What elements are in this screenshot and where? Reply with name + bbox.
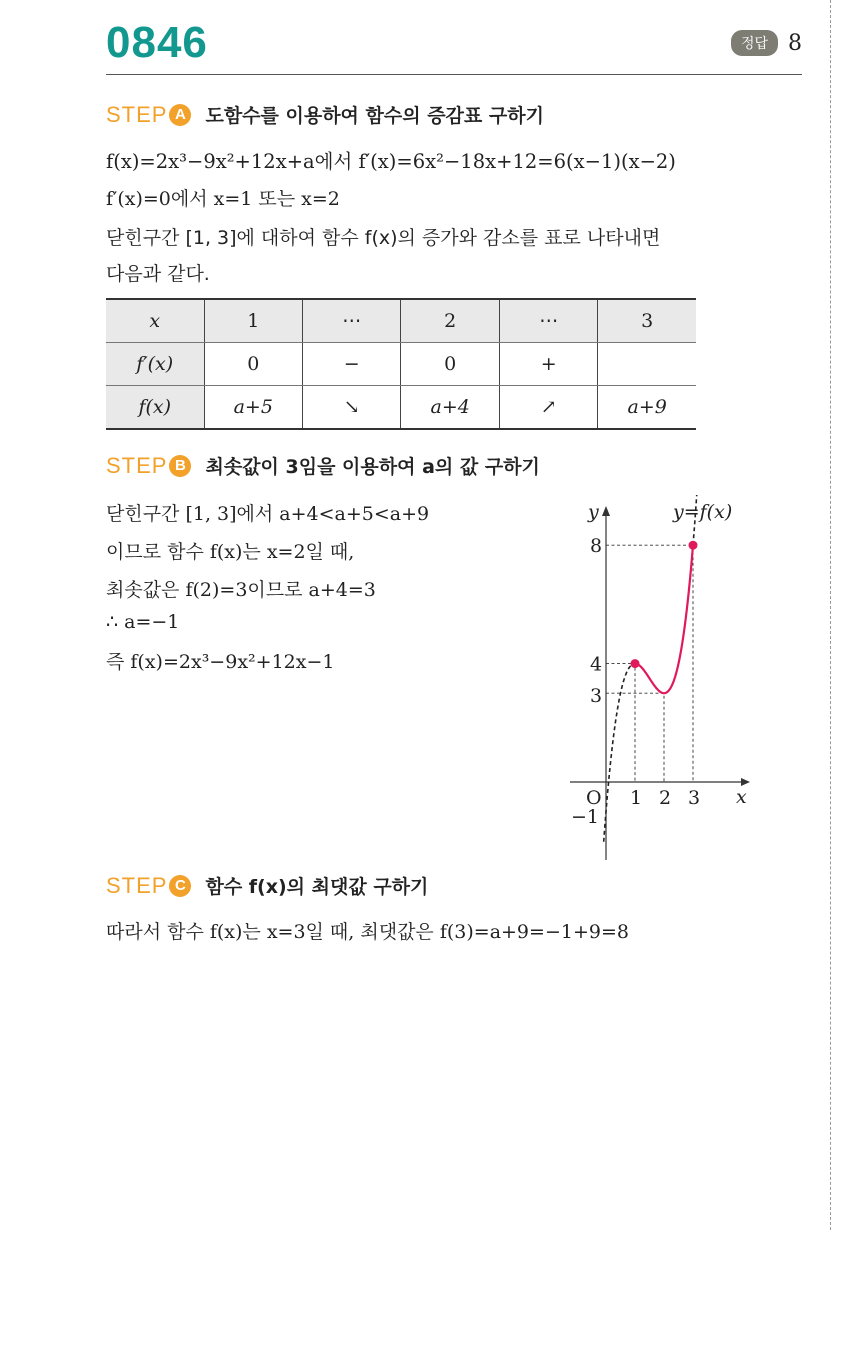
table-cell: x <box>106 299 204 343</box>
x-tick-label: 3 <box>688 787 701 809</box>
x-tick-label: 1 <box>630 787 643 809</box>
step-a-line-3: 닫힌구간 [1, 3]에 대하여 함수 f(x)의 증가와 감소를 표로 나타내면 <box>106 227 661 249</box>
table-cell: − <box>303 343 401 386</box>
step-a-line-2: f′(x)=0에서 x=1 또는 x=2 <box>106 188 340 210</box>
step-c-heading: 함수 f(x)의 최댓값 구하기 <box>205 876 429 898</box>
y-tick-label: −1 <box>571 806 600 828</box>
step-a-letter: A <box>169 104 191 126</box>
table-cell: a+5 <box>204 386 303 430</box>
x-axis-arrow <box>741 778 750 786</box>
table-cell: a+9 <box>598 386 696 430</box>
increase-decrease-table <box>106 298 696 430</box>
step-b-letter: B <box>169 455 191 477</box>
table-cell: ↗ <box>500 386 598 430</box>
step-c-letter: C <box>169 875 191 897</box>
y-tick-label: 8 <box>590 535 603 558</box>
table-cell: ⋯ <box>500 299 598 343</box>
endpoint-marker-2 <box>689 541 698 550</box>
step-a-word: STEP <box>106 101 168 127</box>
answer-value: 8 <box>788 30 802 56</box>
step-c-title <box>106 872 428 899</box>
problem-header <box>106 18 802 76</box>
table-row <box>106 386 696 430</box>
problem-number: 0846 <box>106 18 208 67</box>
y-axis-arrow <box>602 506 610 516</box>
step-b-heading: 최솟값이 3임을 이용하여 a의 값 구하기 <box>205 456 540 478</box>
curve-label: y=f(x) <box>673 501 733 523</box>
origin-label: O <box>586 787 602 809</box>
table-cell: 0 <box>204 343 303 386</box>
page-edge-dashed-rule <box>830 0 831 1230</box>
table-row <box>106 299 696 343</box>
table-cell: a+4 <box>401 386 500 430</box>
y-tick-label: 3 <box>590 685 603 708</box>
curve-dashed-left <box>604 664 635 842</box>
endpoint-marker-1 <box>631 659 640 668</box>
step-c-word: STEP <box>106 872 168 898</box>
function-graph <box>560 495 760 865</box>
table-cell: 1 <box>204 299 303 343</box>
x-tick-label: 2 <box>659 787 672 809</box>
step-b-line-1: 닫힌구간 [1, 3]에서 a+4<a+5<a+9 <box>106 503 430 525</box>
step-b-word: STEP <box>106 452 168 478</box>
step-a-heading: 도함수를 이용하여 함수의 증감표 구하기 <box>205 105 544 127</box>
step-b-line-5: 즉 f(x)=2x³−9x²+12x−1 <box>106 651 335 673</box>
step-c-line-1: 따라서 함수 f(x)는 x=3일 때, 최댓값은 f(3)=a+9=−1+9=8 <box>106 921 629 943</box>
step-b-line-2: 이므로 함수 f(x)는 x=2일 때, <box>106 541 355 563</box>
table-row <box>106 343 696 386</box>
step-b-title <box>106 452 540 479</box>
header-divider <box>106 74 802 75</box>
table-cell: ↘ <box>303 386 401 430</box>
table-cell: 2 <box>401 299 500 343</box>
curve-solid-interval <box>635 545 693 693</box>
step-a-line-1: f(x)=2x³−9x²+12x+a에서 f′(x)=6x²−18x+12=6(x−1)(x−2) <box>106 150 676 173</box>
answer-badge: 정답 <box>731 30 778 56</box>
answer-box <box>731 30 802 56</box>
step-a-line-4: 다음과 같다. <box>106 263 210 285</box>
step-b-line-3: 최솟값은 f(2)=3이므로 a+4=3 <box>106 579 376 601</box>
table-cell: f(x) <box>106 386 204 430</box>
table-cell <box>598 343 696 386</box>
table-cell: + <box>500 343 598 386</box>
step-b-line-4: ∴ a=−1 <box>106 611 180 633</box>
step-a-title <box>106 101 544 128</box>
y-axis-label: y <box>588 501 599 523</box>
x-axis-label: x <box>736 786 747 808</box>
table-cell: 0 <box>401 343 500 386</box>
table-cell: 3 <box>598 299 696 343</box>
table-cell: f′(x) <box>106 343 204 386</box>
table-cell: ⋯ <box>303 299 401 343</box>
y-tick-label: 4 <box>590 653 603 676</box>
